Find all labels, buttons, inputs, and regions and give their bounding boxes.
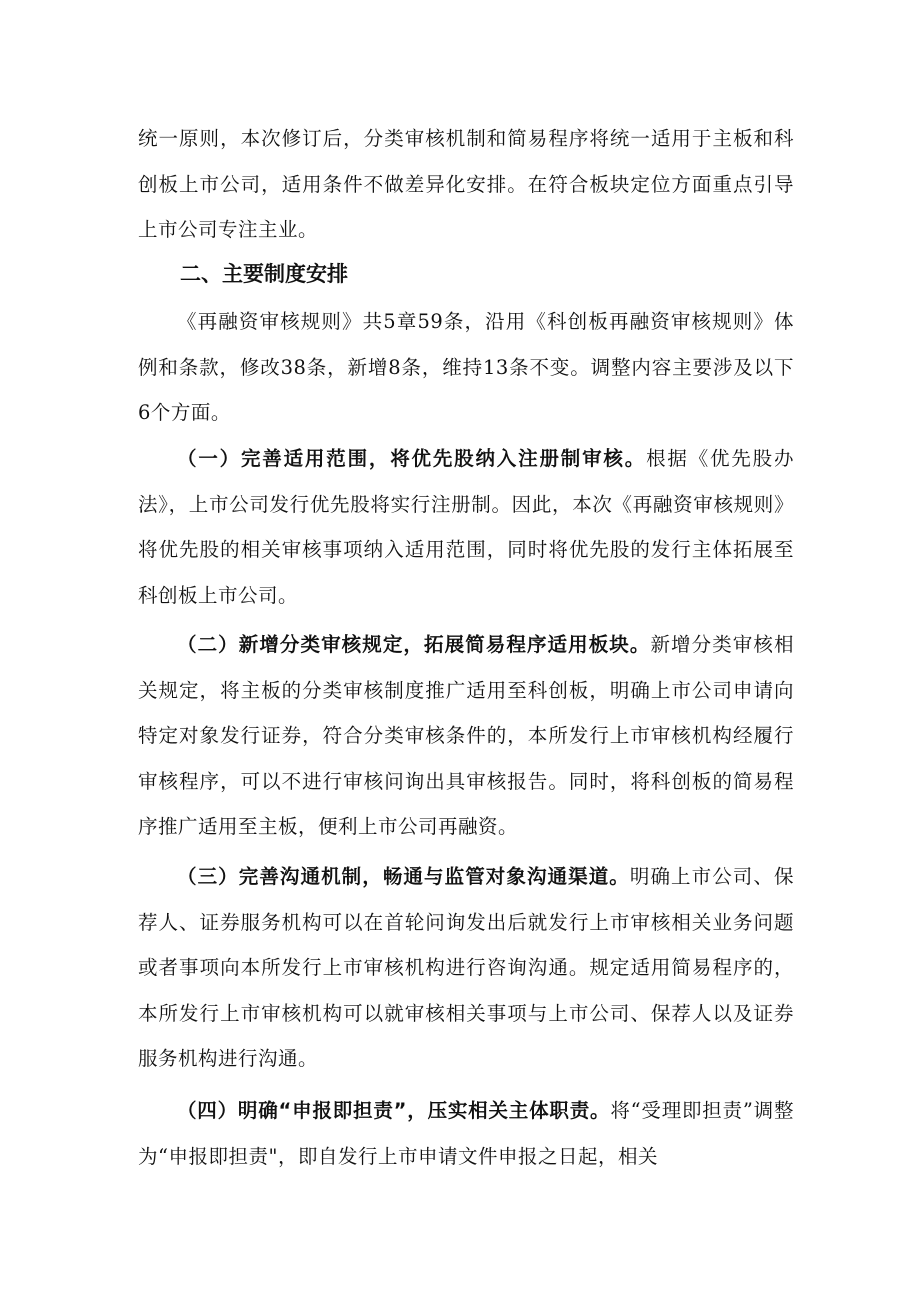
paragraph-intro xyxy=(138,116,794,253)
paragraph-item-4 xyxy=(138,1088,794,1179)
paragraph-lead: （一）完善适用范围，将优先股纳入注册制审核。 xyxy=(177,447,647,470)
paragraph-lead: （四）明确“申报即担责”，压实相关主体职责。 xyxy=(177,1099,611,1122)
paragraph-overview xyxy=(138,299,794,436)
paragraph-text: 将“受理即担责”调整为“申报即担责"，即自发行上市申请文件申报之日起，相关 xyxy=(138,1099,794,1168)
paragraph-item-2 xyxy=(138,622,794,850)
section-heading: 二、主要制度安排 xyxy=(180,262,348,286)
paragraph-lead: （二）新增分类审核规定，拓展简易程序适用板块。 xyxy=(177,633,651,656)
paragraph-text: 《再融资审核规则》共5章59条，沿用《科创板再融资审核规则》体例和条款，修改38条，新增8条，维持13条不变。调整内容主要涉及以下6个方面。 xyxy=(138,310,794,425)
paragraph-lead: （三）完善沟通机制，畅通与监管对象沟通渠道。 xyxy=(177,865,630,888)
paragraph-text: 新增分类审核相关规定，将主板的分类审核制度推广适用至科创板，明确上市公司申请向特定对象发行证券，符合分类审核条件的，本所发行上市审核机构经履行审核程序，可以不进行审核问询出具审核报告。同时，将科创板的简易程序推广适用至主板，便利上市公司再融资。 xyxy=(138,633,794,839)
paragraph-item-3 xyxy=(138,854,794,1082)
paragraph-text: 统一原则，本次修订后，分类审核机制和简易程序将统一适用于主板和科创板上市公司，适用条件不做差异化安排。在符合板块定位方面重点引导上市公司专注主业。 xyxy=(138,127,794,242)
paragraph-text: 明确上市公司、保荐人、证券服务机构可以在首轮问询发出后就发行上市审核相关业务问题或者事项向本所发行上市审核机构进行咨询沟通。规定适用简易程序的，本所发行上市审核机构可以就审核相关事项与上市公司、保荐人以及证券服务机构进行沟通。 xyxy=(138,865,794,1071)
paragraph-item-1 xyxy=(138,436,794,618)
paragraph-text: 根据《优先股办法》，上市公司发行优先股将实行注册制。因此，本次《再融资审核规则》将优先股的相关审核事项纳入适用范围，同时将优先股的发行主体拓展至科创板上市公司。 xyxy=(138,447,794,607)
